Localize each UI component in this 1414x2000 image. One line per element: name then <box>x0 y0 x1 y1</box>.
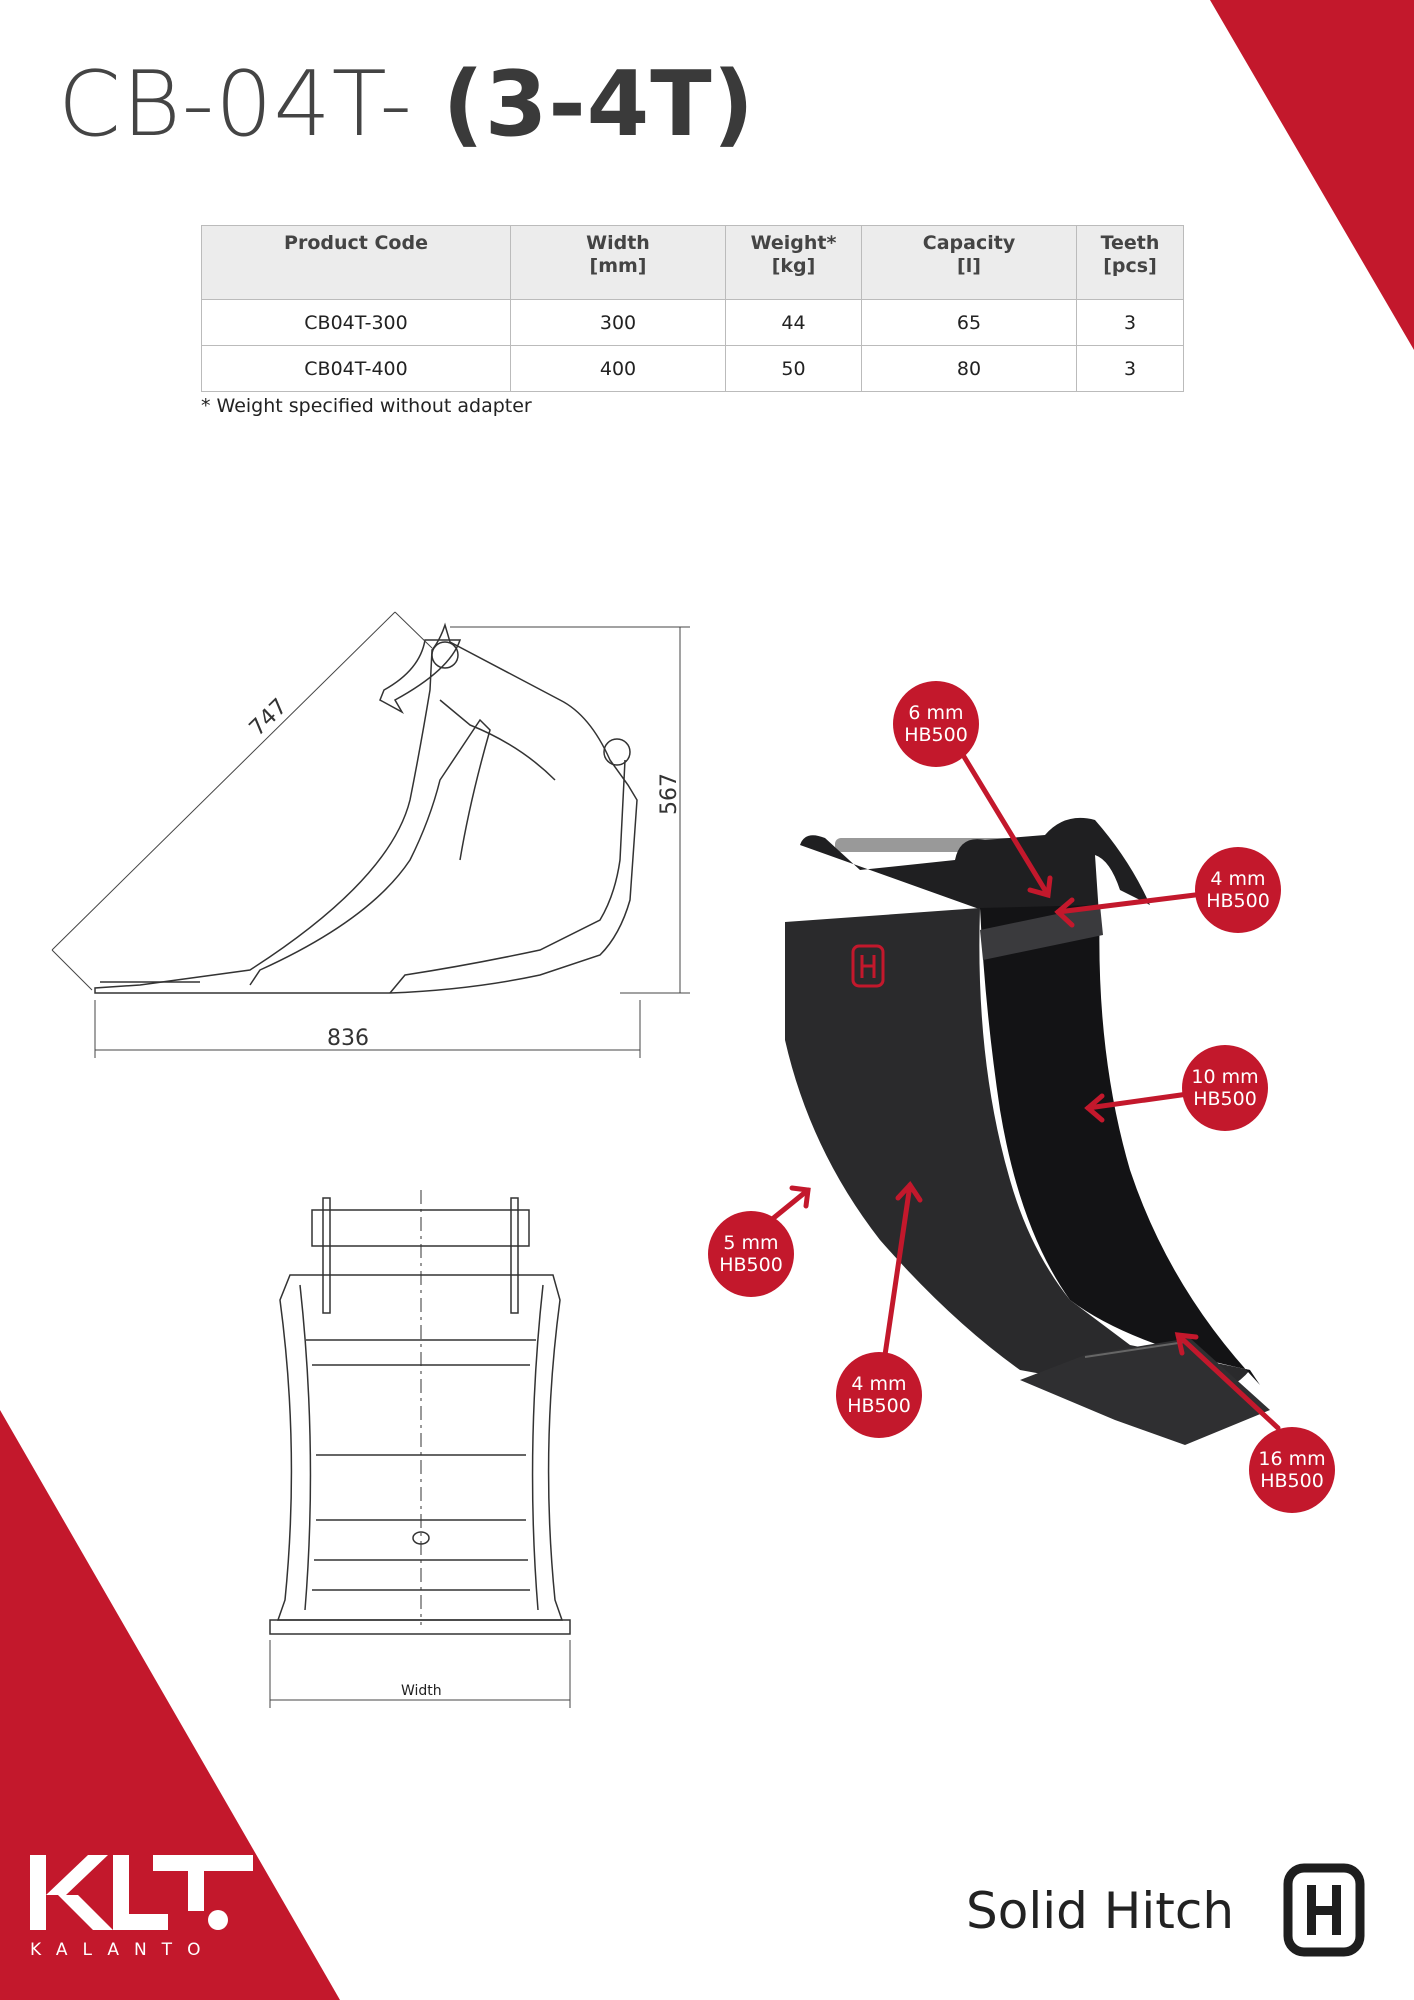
callout-16mm: 16 mm HB500 <box>1249 1427 1335 1513</box>
width-label: Width <box>401 1683 442 1699</box>
solid-hitch-logo-icon <box>1283 1863 1365 1957</box>
page-title: CB-04T- (3-4T) <box>58 52 755 157</box>
klt-subtitle: KALANTO <box>30 1940 216 1960</box>
callout-4mm-side: 4 mm HB500 <box>836 1352 922 1438</box>
dim-836: 836 <box>327 1026 369 1051</box>
front-view-drawing <box>270 1190 570 1634</box>
cell-product-code: CB04T-400 <box>202 346 511 392</box>
dim-567: 567 <box>657 773 682 815</box>
side-view-dimensions <box>52 612 690 1058</box>
cell-teeth: 3 <box>1077 300 1184 346</box>
header-width: Width [mm] <box>511 226 726 300</box>
callout-4mm-top: 4 mm HB500 <box>1195 847 1281 933</box>
callout-6mm: 6 mm HB500 <box>893 681 979 767</box>
cell-capacity: 80 <box>862 346 1077 392</box>
header-capacity: Capacity [l] <box>862 226 1077 300</box>
cell-teeth: 3 <box>1077 346 1184 392</box>
klt-logo <box>28 1850 258 1935</box>
cell-weight: 50 <box>726 346 862 392</box>
cell-width: 400 <box>511 346 726 392</box>
cell-capacity: 65 <box>862 300 1077 346</box>
cell-product-code: CB04T-300 <box>202 300 511 346</box>
cell-weight: 44 <box>726 300 862 346</box>
dim-747: 747 <box>244 694 293 742</box>
header-teeth: Teeth [pcs] <box>1077 226 1184 300</box>
header-weight: Weight* [kg] <box>726 226 862 300</box>
cell-width: 300 <box>511 300 726 346</box>
solid-hitch-brand: Solid Hitch <box>966 1882 1235 1940</box>
side-view-drawing <box>95 625 637 993</box>
header-product-code: Product Code <box>202 226 511 300</box>
weight-footnote: * Weight specified without adapter <box>201 395 532 417</box>
callout-5mm: 5 mm HB500 <box>708 1211 794 1297</box>
callout-10mm: 10 mm HB500 <box>1182 1045 1268 1131</box>
